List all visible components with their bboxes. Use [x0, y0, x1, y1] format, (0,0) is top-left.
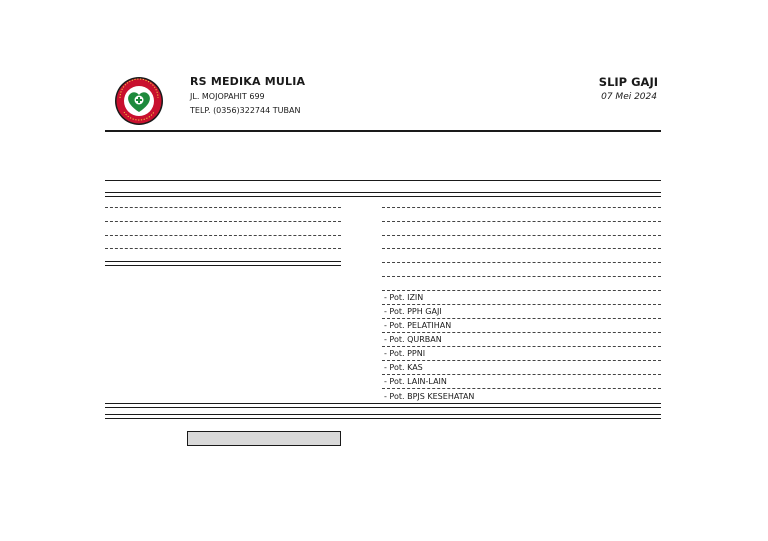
income-row-line — [105, 235, 341, 236]
deduction-row-line — [382, 346, 661, 347]
deduction-row-line — [382, 304, 661, 305]
income-total-rule — [105, 261, 341, 266]
deduction-label: - Pot. KAS — [384, 363, 423, 372]
hospital-address: JL. MOJOPAHIT 699 — [190, 92, 265, 101]
deduction-label: - Pot. PPH GAJI — [384, 307, 442, 316]
net-pay-box — [187, 431, 341, 446]
deduction-label: - Pot. LAIN-LAIN — [384, 377, 447, 386]
info-bottom-rule — [105, 192, 661, 197]
totals-top-rule — [105, 403, 661, 408]
hospital-logo — [114, 76, 164, 126]
hospital-name: RS MEDIKA MULIA — [190, 75, 306, 88]
income-row-line — [105, 248, 341, 249]
header-divider — [105, 130, 661, 132]
deduction-row-line — [382, 276, 661, 277]
deduction-row-line — [382, 221, 661, 222]
deduction-row-line — [382, 318, 661, 319]
deduction-row-line — [382, 248, 661, 249]
deduction-label: - Pot. IZIN — [384, 293, 424, 302]
deduction-label: - Pot. BPJS KESEHATAN — [384, 392, 475, 401]
income-row-line — [105, 207, 341, 208]
deduction-row-line — [382, 388, 661, 389]
info-top-rule — [105, 180, 661, 181]
hospital-phone: TELP. (0356)322744 TUBAN — [190, 106, 301, 115]
deduction-row-line — [382, 235, 661, 236]
deduction-label: - Pot. PPNI — [384, 349, 426, 358]
income-row-line — [105, 221, 341, 222]
document-title: SLIP GAJI — [598, 75, 658, 89]
deduction-row-line — [382, 360, 661, 361]
deduction-row-line — [382, 207, 661, 208]
deduction-row-line — [382, 374, 661, 375]
deduction-row-line — [382, 332, 661, 333]
hospital-seal-icon — [114, 76, 164, 126]
totals-bottom-rule — [105, 414, 661, 419]
deduction-row-line — [382, 262, 661, 263]
document-date: 07 Mei 2024 — [601, 92, 657, 102]
deduction-label: - Pot. PELATIHAN — [384, 321, 452, 330]
deduction-label: - Pot. QURBAN — [384, 335, 442, 344]
deduction-row-line — [382, 290, 661, 291]
